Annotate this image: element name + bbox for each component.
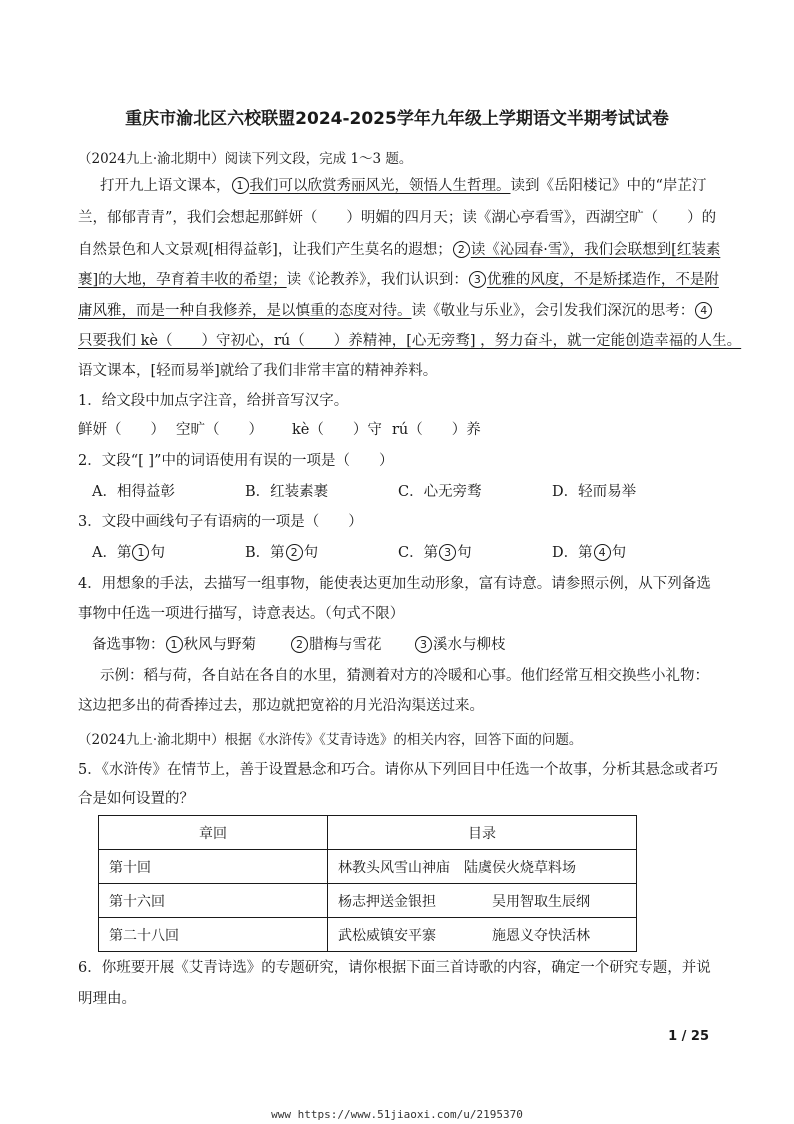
- passage-line-1: 打开九上语文课本， 1 我们可以欣赏秀丽风光，领悟人生哲理。读到《岳阳楼记》中的“岸芷汀: [100, 178, 707, 194]
- table-row: [99, 884, 637, 918]
- question-5-line-1: 5．《水浒传》在情节上，善于设置悬念和巧合。请你从下列回目中任选一个故事，分析其悬念或者巧: [78, 762, 718, 778]
- table-cell: 林教头风雪山神庙 陆虞侯火烧草料场: [328, 850, 637, 884]
- q4-options: 备选事物： 1 秋风与野菊: [92, 637, 256, 653]
- question-5-line-2: 合是如何设置的？: [78, 791, 194, 807]
- table-header-cell: 章回: [99, 816, 328, 850]
- question-4-line-1: 4．用想象的手法，去描写一组事物，能使表达更加生动形象，富有诗意。请参照示例，从下列备选: [78, 576, 711, 592]
- q3-option-d: D．第 4 句: [552, 545, 627, 561]
- q4-option-2: 2 腊梅与雪花: [290, 636, 382, 654]
- page-title: 重庆市渝北区六校联盟2024-2025学年九年级上学期语文半期考试试卷: [125, 109, 669, 129]
- circled-number: 3: [469, 271, 486, 288]
- q4-example-line-2: 这边把多出的荷香捧过去，那边就把宽裕的月光沿沟渠送过来。: [78, 698, 484, 714]
- q1-blank-c: kè（ ）守: [292, 422, 382, 438]
- chapter-table: [98, 815, 637, 952]
- circled-number: 2: [286, 544, 303, 561]
- question-4-line-2: 事物中任选一项进行描写，诗意表达。（句式不限）: [78, 606, 405, 622]
- q3-option-c: C．第 3 句: [398, 545, 472, 561]
- circled-number: 4: [695, 302, 712, 319]
- circled-number: 1: [232, 177, 249, 194]
- footer-url[interactable]: www https://www.51jiaoxi.com/u/2195370: [271, 1108, 523, 1121]
- q2-option-c: C．心无旁骛: [398, 484, 482, 500]
- table-cell: 武松威镇安平寨 施恩义夺快活林: [328, 918, 637, 952]
- source-note-2: （2024九上·渝北期中）根据《水浒传》《艾青诗选》的相关内容，回答下面的问题。: [78, 732, 583, 748]
- circled-number: 1: [166, 636, 183, 653]
- table-cell: 第二十八回: [99, 918, 328, 952]
- passage-line-2: 兰，郁郁青青”，我们会想起那鲜妍（ ）明媚的四月天；读《湖心亭看雪》，西湖空旷（ ）的: [78, 210, 717, 226]
- table-cell: 杨志押送金银担 吴用智取生辰纲: [328, 884, 637, 918]
- question-6-line-1: 6．你班要开展《艾青诗选》的专题研究，请你根据下面三首诗歌的内容，确定一个研究专题，并说: [78, 960, 711, 976]
- source-note-1: （2024九上·渝北期中）阅读下列文段，完成 1～3 题。: [78, 151, 413, 167]
- page-number: 1 / 25: [668, 1029, 709, 1044]
- table-cell: 第十六回: [99, 884, 328, 918]
- q2-option-d: D．轻而易举: [552, 484, 637, 500]
- q1-blank-d: rú（ ）养: [392, 422, 481, 438]
- q2-option-a: A．相得益彰: [92, 484, 175, 500]
- circled-number: 3: [439, 544, 456, 561]
- circled-number: 2: [291, 636, 308, 653]
- circled-number: 4: [594, 544, 611, 561]
- q3-option-b: B．第 2 句: [245, 545, 319, 561]
- q4-example-line-1: 示例：稻与荷，各自站在各自的水里，猜测着对方的冷暖和心事。他们经常互相交换些小礼物：: [100, 668, 709, 684]
- question-6-line-2: 明理由。: [78, 991, 136, 1007]
- table-cell: 第十回: [99, 850, 328, 884]
- table-row: [99, 918, 637, 952]
- passage-line-7: 语文课本，[轻而易举]就给了我们非常丰富的精神养料。: [78, 363, 438, 379]
- circled-number: 1: [132, 544, 149, 561]
- passage-line-6: 只要我们 kè（ ）守初心，rú（ ）养精神，[心无旁骛] ，努力奋斗，就一定能创造幸福的人生。: [78, 333, 742, 349]
- passage-line-3: 自然景色和人文景观[相得益彰]，让我们产生莫名的遐想； 2 读《沁园春·雪》，我们会联想到[红装素: [78, 242, 721, 258]
- table-header-row: [99, 816, 637, 850]
- q1-blank-b: 空旷（ ）: [176, 422, 263, 438]
- q2-option-b: B．红装素裹: [245, 484, 329, 500]
- q3-option-a: A．第 1 句: [92, 545, 165, 561]
- question-1: 1．给文段中加点字注音，给拼音写汉字。: [78, 393, 349, 409]
- question-3: 3．文段中画线句子有语病的一项是（ ）: [78, 514, 363, 530]
- circled-number: 2: [453, 241, 470, 258]
- question-2: 2．文段“[ ]”中的词语使用有误的一项是（ ）: [78, 453, 394, 469]
- circled-number: 3: [415, 636, 432, 653]
- passage-line-5: 庸风雅，而是一种自我修养，是以慎重的态度对待。读《敬业与乐业》，会引发我们深沉的思考： 4: [78, 302, 713, 320]
- q4-option-3: 3 溪水与柳枝: [414, 636, 506, 654]
- passage-line-4: 裹]的大地，孕育着丰收的希望；读《论教养》，我们认识到： 3 优雅的风度，不是矫揉造作，不是附: [78, 272, 719, 288]
- q1-blank-a: 鲜妍（ ）: [78, 422, 165, 438]
- table-header-cell: 目录: [328, 816, 637, 850]
- table-row: [99, 850, 637, 884]
